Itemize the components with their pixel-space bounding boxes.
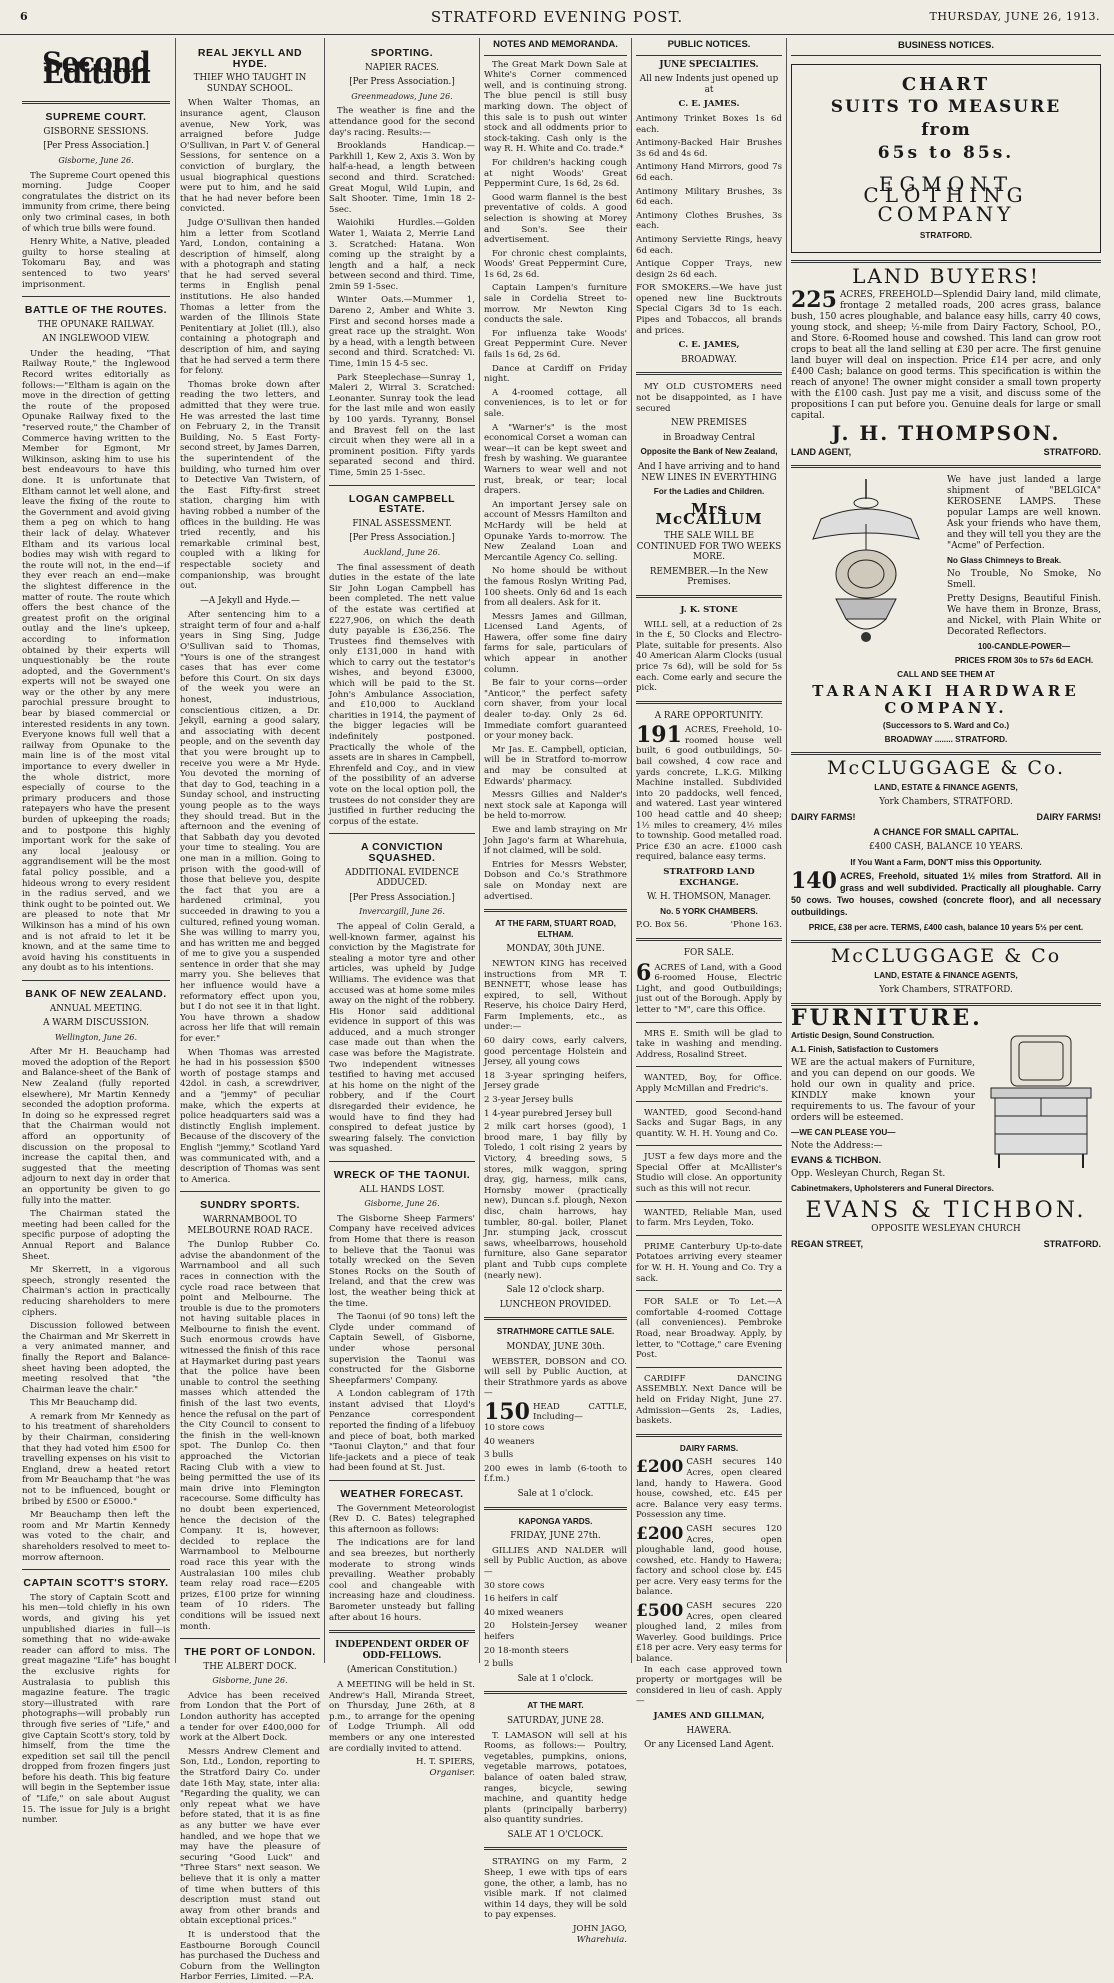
firm-place: STRATFORD. <box>919 231 973 240</box>
firm-name: EVANS & TICHBON. <box>791 1155 882 1166</box>
column-1 <box>22 40 170 1826</box>
ad-text: REMEMBER.—In the New Premises. <box>649 566 769 588</box>
big-number: 191 <box>636 722 682 749</box>
memo-item: Captain Lampen's furniture sale in Cordelia Street to-morrow. Mr Newton King conducts the sale. <box>484 283 627 326</box>
headline-weather: WEATHER FORECAST. <box>340 1488 464 1501</box>
ad-headline: DAIRY FARMS! <box>791 812 856 822</box>
ad-title: A RARE OPPORTUNITY. <box>654 710 764 721</box>
price: £500 <box>636 1601 684 1622</box>
signature: H. T. SPIERS, <box>415 1757 475 1768</box>
subhead: (American Constitution.) <box>346 1665 458 1676</box>
lot-item: 10 store cows <box>484 1423 545 1434</box>
sale-time: SALE AT 1 O'CLOCK. <box>507 1829 604 1840</box>
headline-supreme-court: SUPREME COURT. <box>45 111 147 124</box>
ad-headline: LAND BUYERS! <box>852 264 1040 288</box>
divider <box>636 938 782 941</box>
firm-name: J. K. STONE <box>680 604 738 615</box>
dresser-icon <box>981 1032 1101 1172</box>
column-rule <box>479 38 480 1663</box>
firm-name: STRATFORD LAND EXCHANGE. <box>663 867 755 888</box>
ad-text: NEWTON KING has received instructions from MR T. BENNETT, whose lease has expired, to sell, Without Reserve, his choice Dairy Herd, Farm Implements, etc., as under:— <box>484 958 627 1033</box>
sale-time: Sale at 1 o'clock. <box>517 1489 594 1500</box>
firm-address: BROADWAY ........ STRATFORD. <box>884 735 1008 744</box>
memo-item: A "Warner's" is the most economical Corset a woman can wear—it can be kept sweet and fresh by washing. We guarantee Warners to wear well and not rust, break, or tear; local drapers. <box>484 422 627 497</box>
page-number: 6 <box>20 10 28 23</box>
ad-text: T. LAMASON will sell at his Rooms, as follows:— Poultry, vegetables, pumpkins, onions, vegetable marrows, potatoes, balance of oaten baled straw, ranges, bicycle, sewing machine, and quantity hedge plants (principally barberry) also quantity sundries. <box>484 1730 627 1826</box>
divider <box>791 940 1101 943</box>
lot-item: 20 Holstein-Jersey weaner heifers <box>484 1621 627 1642</box>
dateline: Gisborne, June 26. <box>212 1676 288 1686</box>
ad-headline: FURNITURE. <box>791 1005 983 1031</box>
po-box: P.O. Box 56. <box>636 920 688 931</box>
headline-taonui: WRECK OF THE TAONUI. <box>333 1169 471 1181</box>
ad-headline: from <box>921 120 971 140</box>
divider <box>636 1022 782 1023</box>
memo-item: Mr Jas. E. Campbell, optician, will be in Stratford to-morrow and may be consulted at Edwards' pharmacy. <box>484 744 627 787</box>
article-paragraph: Mr Beauchamp then left the room and Mr Martin Kennedy was voted to the chair, and shareholders resolved to meet to-morrow afternoon. <box>22 1510 170 1563</box>
ad-text: HEAD CATTLE, Including— <box>532 1401 627 1423</box>
classified-ad: CARDIFF DANCING ASSEMBLY. Next Dance will be held on Friday Night, June 27. Admission—Gents 2s, Ladies, baskets. <box>636 1373 782 1427</box>
headline-port: THE PORT OF LONDON. <box>184 1646 316 1659</box>
lot-item: 16 heifers in calf <box>484 1594 558 1605</box>
ad-text: ACRES, FREEHOLD—Splendid Dairy land, mild climate, frontage 2 metalled roads, 200 acres grass, balance bush, 150 acres ploughable, and balance easy hills, carry 40 cows, young stock, and sheep; ½-mile from Dairy Factory, School, P.O., and Store. 6-Roomed house and cowshed. This land can grow root crops to beat all the land selling at £30 per acre. The first genuine land buyer will deal on inspection. Price £14 per acre, and only £400 Cash; balance on good terms. This specification is within the reach of anyone! The owner might consider a small town property with the £100 cash. Just pay me a visit, and discuss some of the propositions I can put before you. Genuine deals for large or small capital. <box>791 290 1101 421</box>
divider <box>636 1290 782 1291</box>
firm-name: COMPANY <box>877 202 1015 226</box>
column-3 <box>329 40 475 1778</box>
subhead: ANNUAL MEETING. <box>49 1003 143 1014</box>
ad-headline: SUITS TO MEASURE <box>830 97 1062 117</box>
subhead: NAPIER RACES. <box>365 62 439 73</box>
ad-title: KAPONGA YARDS. <box>518 1516 593 1526</box>
list-item: Antimony Serviette Rings, heavy 6d each. <box>636 234 782 256</box>
divider <box>22 980 170 981</box>
memo-item: No home should be without the famous Roslyn Writing Pad, 100 sheets. Only 6d and 1s each from all dealers. Ask for it. <box>484 566 627 609</box>
ad-text: All new Indents just opened up at <box>639 74 779 95</box>
ad-text: Note the Address:— <box>791 1141 883 1151</box>
subhead: AN INGLEWOOD VIEW. <box>42 334 150 345</box>
lot-item: 30 store cows <box>484 1580 545 1591</box>
signature-role: Organiser. <box>429 1767 475 1778</box>
article-paragraph: The indications are for land and sea breezes, but northerly moderate to strong winds prevailing. Weather probably cool and changeable with increasing haze and cloudiness. Barometer unsteady but falling after about 16 hours. <box>329 1538 475 1623</box>
divider <box>329 1630 475 1633</box>
section-header-public-notices: PUBLIC NOTICES. <box>636 40 782 56</box>
divider <box>636 1145 782 1146</box>
article-paragraph: A remark from Mr Kennedy as to his treatment of shareholders by their Chairman, considering that they had voted him £500 for travelling expenses on his visit to England, drew a heated retort from Mr Beauchamp that "he was not to be influenced, bought or bribed by £500 or £5000." <box>22 1411 170 1507</box>
agent-place: STRATFORD. <box>1043 447 1101 457</box>
sale-time: Sale 12 o'clock sharp. <box>506 1285 605 1296</box>
classified-ad: JUST a few days more and the Special Offer at McAllister's Studio will close. An opportunity such as this will not recur. <box>636 1152 782 1195</box>
subhead: FINAL ASSESSMENT. <box>352 518 452 529</box>
price: £200 <box>636 1523 684 1544</box>
dateline: Gisborne, June 26. <box>364 1199 440 1209</box>
column-5 <box>636 39 782 1751</box>
memo-item: Messrs Gillies and Nalder's next stock sale at Kaponga will be held to-morrow. <box>484 790 627 822</box>
firm-name: C. E. JAMES. <box>678 99 740 110</box>
ad-title: FOR SALE. <box>683 947 735 958</box>
divider <box>484 1317 627 1320</box>
article-paragraph: This Mr Beauchamp did. <box>30 1398 138 1409</box>
agent-role: LAND AGENT, <box>791 447 852 457</box>
ad-text: We have just landed a large shipment of "BELGICA" KEROSENE LAMPS. These popular Lamps are well known. Ask your friends who have them, and they will tell you they are the "Acme" of Perfection. <box>947 475 1101 551</box>
ad-title: JUNE SPECIALTIES. <box>659 59 759 70</box>
ad-text: ACRES of Land, with a Good 6-roomed House, Electric Light, and good Outbuildings; just out of the Borough. Apply by letter to "M", care this Office. <box>636 962 782 1015</box>
divider <box>636 1367 782 1368</box>
headline-sporting: SPORTING. <box>370 47 434 59</box>
divider <box>22 296 170 297</box>
memo-item: For children's hacking cough at night Woods' Great Peppermint Cure, 1s 6d, 2s 6d. <box>484 157 627 190</box>
memo-item: A 4-roomed cottage, all conveniences, is to let or for sale. <box>484 387 627 419</box>
headline-conviction: A CONVICTION SQUASHED. <box>360 841 444 864</box>
lot-item: 2 bulls <box>484 1659 514 1670</box>
article-paragraph: The weather is fine and the attendance good for the second day's racing. Results:— <box>329 106 475 138</box>
article-paragraph: A London cablegram of 17th instant advised that Lloyd's Penzance correspondent reported the finding of a lifebuoy and piece of boat, both marked "Taonui Clayton," and that four life-jackets and a piece of teak had been found at St. Just. <box>329 1389 475 1474</box>
firm-address: Opp. Wesleyan Church, Regan St. <box>791 1169 946 1179</box>
memo-item: For chronic chest complaints, Woods' Great Peppermint Cure, 1s 6d, 2s 6d. <box>484 248 627 280</box>
divider <box>636 1235 782 1236</box>
article-paragraph: The final assessment of death duties in the estate of the late Sir John Logan Campbell has been completed. The nett value of the estate was certified at £227,906, on which the death duty payable is £36,256. The Trustees find themselves with only £131,000 in hand with which to carry out the testator's wishes, and beyond £3000, which will be paid to the St. John's Ambulance Association, and £10,000 to Auckland charities in 1914, the payment of the bigger legacies will be indefinitely postponed. Practically the whole of the assets are in shares in Campbell, Ehrenfeld and Coy., and in view of the possibility of an adverse vote on the local option poll, the trustees do not consider they are justified in further reducing the corpus of the estate. <box>329 562 475 827</box>
ad-tagline: Artistic Design, Sound Construction. <box>791 1031 935 1040</box>
big-number: 6 <box>636 959 652 986</box>
firm-name: C. E. JAMES, <box>678 340 740 351</box>
article-paragraph: Winter Oats.—Mummer 1, Dareno 2, Amber and White 3. First and second horses made a great race up the straight. Won by a head, with a length between second and third. Scratched: Vi. Time, 1min 15 4-5 sec. <box>329 295 475 370</box>
lot-item: 20 18-month steers <box>484 1645 569 1656</box>
phone: 'Phone 163. <box>730 920 782 931</box>
firm-name: TARANAKI HARDWARE <box>812 682 1080 700</box>
firm-note: (Successors to S. Ward and Co.) <box>882 721 1010 730</box>
memo-item: The Great Mark Down Sale at White's Corner commenced well, and is continuing strong. The blue pencil is still busy marking down. The object of this sale is to push out winter stock and all oddments prior to stock-taking. Cash only is the way R. H. White and Co. trade.* <box>484 59 627 155</box>
memo-item: An important Jersey sale on account of Messrs Hamilton and McHardy will be held at Opunake Yards to-morrow. The New Zealand Loan and Mercantile Agency Co. selling. <box>484 499 627 563</box>
firm-name: McCLUGGAGE & Co. <box>826 757 1066 779</box>
divider <box>329 1161 475 1162</box>
ad-text: WILL sell, at a reduction of 2s in the £, 50 Clocks and Electro-Plate, suitable for presents. Also 40 American Alarm Clocks (usual price 7s 6d), will be sold for 5s each. Come early and secure the pick. <box>636 619 782 694</box>
firm-address: OPPOSITE WESLEYAN CHURCH <box>871 1224 1021 1234</box>
ad-chart-suits <box>791 64 1101 253</box>
firm-name: COMPANY. <box>884 699 1008 717</box>
column-rule <box>631 38 632 1663</box>
subhead: THE OPUNAKE RAILWAY. <box>37 319 155 330</box>
ad-text: Pretty Designs, Beautiful Finish. We have them in Bronze, Brass, and Nickel, with Plain White or Decorated Reflectors. <box>947 594 1101 637</box>
article-paragraph: Messrs Andrew Clement and Son, Ltd., London, reporting to the Stratford Dairy Co. under date 16th May, state, inter alia: "Regarding the quality, we can only repeat what we have before stated, that it is as fine as any butter we have ever handled, and we hope that we may have the pleasure of securing "Good Luck" and "Three Stars" next season. We believe that it is only a matter of time when butters of this description must stand out away from other brands and obtain exceptional prices." <box>180 1746 320 1927</box>
ad-title: DAIRY FARMS. <box>679 1443 739 1453</box>
ad-text: in Broadway Central <box>662 432 756 443</box>
divider <box>484 1507 627 1510</box>
ad-text: Or any Licensed Land Agent. <box>644 1740 774 1751</box>
classified-ad: WANTED, Reliable Man, used to farm. Mrs Leyden, Toko. <box>636 1207 782 1229</box>
section-header-notes: NOTES AND MEMORANDA. <box>484 40 627 56</box>
ad-date: SATURDAY, JUNE 28. <box>507 1715 604 1726</box>
ad-text: WE are the actual makers of Furniture, and you can depend on our goods. We hold our own in quality and price. KINDLY make known your requirements to us. The favour of your orders will be esteemed. <box>791 1058 975 1123</box>
ad-taranaki-hardware <box>791 475 1101 680</box>
firm-name: EGMONT CLOTHING <box>863 172 1029 207</box>
dateline: Invercargill, June 26. <box>359 907 445 917</box>
article-paragraph: The story of Captain Scott and his men—told chiefly in his own words, and giving his yet unpublished diaries in full—is something that no wide-awake reader can afford to miss. The great magazine "Life" has bought the exclusive rights for Australasia to publish this magazine feature. The tragic story—illustrated with rare photographs—will probably run through five series of "Life," and give Captain Scott's story, told by himself, from the time the expedition set sail till the pencil dropped from frozen fingers just before his death. This big feature will begin in the September issue of "Life," on sale about August 15. The issue for July is a bright number. <box>22 1592 170 1826</box>
big-number: 150 <box>484 1398 530 1425</box>
divider <box>329 485 475 486</box>
firm-address: York Chambers, STRATFORD. <box>879 797 1013 807</box>
article-paragraph: The Gisborne Sheep Farmers' Company have received advices from Home that there is reason to believe that the Taonui was totally wrecked on the Seven Stones Rocks on the South of Ireland, and that the crew was lost, the weather being thick at the time. <box>329 1213 475 1309</box>
sale-time: Sale at 1 o'clock. <box>517 1673 594 1684</box>
ad-text: THE SALE WILL BE CONTINUED FOR TWO WEEKS MORE. <box>636 530 782 563</box>
subhead: A WARM DISCUSSION. <box>43 1018 149 1029</box>
firm-role: Cabinetmakers, Upholsterers and Funeral Directors. <box>791 1184 994 1193</box>
ad-text: And I have arriving and to hand NEW LINES IN EVERYTHING <box>637 462 781 483</box>
column-4 <box>484 39 627 1945</box>
ad-text: CALL AND SEE THEM AT <box>897 670 995 679</box>
divider <box>791 752 1101 755</box>
article-paragraph: Park Steeplechase—Sunray 1, Maleri 2, Wirral 3. Scratched: Leonanter. Sunray took the lead for the last mile and won easily by 100 yards. Tyranny, Bonsel and Bravest fell on the last circuit when they were all in a prominent position. Fifty yards separated second and third. Time, 5min 25 1-5sec. <box>329 372 475 478</box>
article-paragraph: Thomas broke down after reading the two letters, and admitted that they were true. He was arrested the last time on February 2, in the Transit Building, No. 5 East Forty-second street, by James Darren, the superintendent of the building, who turned him over to Detective Van Twistern, of the East Fifty-first street station, charging him with having robbed a number of the offices in the building. He was tried recently, and his remarkable criminal best, coupled with a liking for respectable society and companionship, was brought out. <box>180 379 320 592</box>
price: £200 <box>636 1457 684 1478</box>
memo-item: Ewe and lamb straying on Mr John Jago's farm at Wharehuia, if not claimed, will be sold. <box>484 824 627 857</box>
firm-name: JAMES AND GILLMAN, <box>653 1711 765 1721</box>
signature-place: Wharehuia. <box>576 1934 627 1945</box>
memo-item: Messrs James and Gillman, Licensed Land Agents, of Hawera, offer some fine dairy farms for sale, particulars of which appear in another column. <box>484 611 627 675</box>
ad-text: For the Ladies and Children. <box>653 487 765 497</box>
divider <box>484 1847 627 1850</box>
article-paragraph: Brooklands Handicap.—Parkhill 1, Kew 2, Axis 3. Won by half-a-head, a length between second and third. Scratched: Great Mogul, Wild Lupin, and Salt Shooter. Time, 1min 18 2-5sec. <box>329 141 475 215</box>
headline-battle-routes: BATTLE OF THE ROUTES. <box>24 304 168 317</box>
column-rule <box>175 38 176 1663</box>
article-paragraph: It is understood that the Eastbourne Borough Council has purchased the Duchess and Coburn from the Wellington Harbor Ferries, Limited. —P.A. <box>180 1929 320 1983</box>
firm-town: STRATFORD. <box>1043 1239 1101 1249</box>
dateline: Gisborne, June 26. <box>58 155 134 165</box>
divider <box>636 701 782 704</box>
list-item: Antimony Trinket Boxes 1s 6d each. <box>636 113 782 135</box>
ad-title: AT THE FARM, STUART ROAD, ELTHAM. <box>495 919 616 939</box>
press-credit: [Per Press Association.] <box>43 141 149 152</box>
notice-text: A MEETING will be held in St. Andrew's Hall, Miranda Street, on Thursday, June 26th, at 8 p.m., to arrange for the opening of Lodge Triumph. All odd members or any one interested are cordially invited to attend. <box>329 1679 475 1754</box>
list-item: Antimony Military Brushes, 3s 6d each. <box>636 186 782 208</box>
divider <box>329 1480 475 1481</box>
dateline: Auckland, June 26. <box>363 547 441 557</box>
section-header-business-notices: BUSINESS NOTICES. <box>791 40 1101 56</box>
lot-item: 40 mixed weaners <box>484 1607 564 1618</box>
firm-address: York Chambers, STRATFORD. <box>879 985 1013 995</box>
subhead: ADDITIONAL EVIDENCE ADDUCED. <box>345 867 459 889</box>
ad-headline: A CHANCE FOR SMALL CAPITAL. <box>873 827 1019 837</box>
article-paragraph: The Dunlop Rubber Co. advise the abandonment of the Warrnambool and all such races in connection with the cycle road race between that point and Melbourne. The trouble is due to the promoters not having suitable places in Melbourne to finish the event. Such enormous crowds have witnessed the finish of this race at Haymarket during past years that the police have been unable to control the seething masses which attended the finish of the last two events, hence the refusal on the part of the City Council to consent to the finish in the well-known spot. The Dunlop Co. then approached the Victorian Racing Club with a view to being permitted the use of its main drive into Flemington racecourse. Some difficulty has no doubt been experienced, hence the decision of the Company. It is, however, decided to replace the Warrnambool to Melbourne road race this year with the Australasian 100 miles club team relay road race—£205 prizes, £100 prize for winning team of 10 riders. The conditions will be issued next month. <box>180 1240 320 1632</box>
notice-title: INDEPENDENT ORDER OF ODD-FELLOWS. <box>335 1640 469 1661</box>
dateline: Greenmeadows, June 26. <box>351 91 453 101</box>
headline-sundry: SUNDRY SPORTS. <box>200 1199 300 1212</box>
ad-text: CASH secures 140 Acres, open cleared land, handy to Hawera. Good house, cowshed, etc. £45 per acre. Balance very easy terms. Possession any time. <box>636 1457 782 1521</box>
ad-headline: DAIRY FARMS! <box>1036 812 1101 822</box>
ad-terms: £400 CASH, BALANCE 10 YEARS. <box>869 842 1023 852</box>
classified-ad: WANTED, Boy, for Office. Apply McMillan and Fredric's. <box>636 1073 782 1094</box>
article-paragraph: Advice has been received from London that the Port of London authority has accepted a tender for over £400,000 for work at the Albert Dock. <box>180 1690 320 1744</box>
list-item: Antimony-Backed Hair Brushes 3s 6d and 4s 6d. <box>636 138 782 159</box>
lot-item: 2 3-year Jersey bulls <box>484 1095 574 1106</box>
firm-role: LAND, ESTATE & FINANCE AGENTS, <box>874 971 1018 980</box>
ad-feature: No Trouble, No Smoke, No Smell. <box>947 569 1101 590</box>
ad-title: AT THE MART. <box>527 1701 584 1711</box>
edition-title: Second Edition <box>42 46 150 90</box>
classified-ad: FOR SALE or To Let.—A comfortable 4-roomed Cottage (all conveniences). Pembroke Road, near Broadway. Apply, by letter, to "Cottage," care Evening Post. <box>636 1297 782 1361</box>
article-paragraph: Mr Skerrett, in a vigorous speech, strongly resented the Chairman's action in practically reducing shareholders to mere ciphers. <box>22 1265 170 1318</box>
divider <box>484 909 627 912</box>
article-paragraph: Discussion followed between the Chairman and Mr Skerrett in a very animated manner, and finally the Report and Balance-sheet having been adopted, the meeting resolved that "the Chairman leave the chair." <box>22 1321 170 1395</box>
classified-ad: WANTED, good Second-hand Sacks and Sugar Bags, in any quantity. W. H. H. Young and Co. <box>636 1107 782 1139</box>
signature: JOHN JAGO, <box>572 1924 627 1935</box>
divider <box>636 1066 782 1067</box>
memo-item: Entries for Messrs Webster, Dobson and Co.'s Strathmore sale on Monday next are advertised. <box>484 859 627 902</box>
ad-text: W. H. THOMSON, Manager. <box>646 892 772 903</box>
divider <box>791 465 1101 468</box>
lot-item: 2 milk cart horses (good), 1 brood mare, 1 bay filly by Toledo, 1 colt rising 2 years by Victory, 4 breeding sows, 5 stores, milk waggon, spring dray, gig, harness, milk cans, Hornsby mower (practically new), Duncan s.f. plough, Nexon disc, chain harrows, hay tumbler, 80-gal. boiler, Planet Jnr. stumping jack, crosscut saws, wheelbarrows, household furniture, also Gane separator plant and Tubb cups complete (nearly new). <box>484 1122 627 1281</box>
memo-item: Be fair to your corns—order "Anticor," the perfect safety corn shaver, from your local dealer to-day. Only 2s 6d. Immediate comfort guaranteed or your money back. <box>484 678 627 742</box>
ad-text: CASH secures 120 Acres, open ploughable land, good house, cowshed, etc. Handy to Hawera; factory and school close by. £45 per acre. Very easy terms for the balance. <box>636 1523 782 1598</box>
lot-item: 18 3-year springing heifers, Jersey grade <box>484 1070 627 1092</box>
firm-role: LAND, ESTATE & FINANCE AGENTS, <box>874 783 1018 792</box>
press-credit: [Per Press Association.] <box>349 77 455 88</box>
ad-text: No. 5 YORK CHAMBERS. <box>660 906 758 916</box>
lot-item: 3 bulls <box>484 1450 514 1461</box>
article-paragraph: The Government Meteorologist (Rev D. C. Bates) telegraphed this afternoon as follows: <box>329 1503 475 1535</box>
memo-item: For influenza take Woods' Great Peppermint Cure. Never fails 1s 6d, 2s 6d. <box>484 328 627 361</box>
ad-text: WEBSTER, DOBSON and CO. will sell by Public Auction, at their Strathmore yards as above— <box>484 1356 627 1399</box>
article-paragraph: When Thomas was arrested he had in his possession $500 worth of postage stamps and 42dol. in cash, a screwdriver, and a "jemmy" of peculiar make, which the experts at police headquarters said was a distinctly English implement. Because of the discovery of the English "jemmy," Scotland Yard was communicated with, and a description of Thomas was sent to America. <box>180 1047 320 1185</box>
ad-headline: If You Want a Farm, DON'T miss this Opportunity. <box>850 858 1042 867</box>
article-paragraph: Waiohiki Hurdles.—Golden Water 1, Waiata 2, Merrie Land 3. Scratched: Hatana. Won coming up the straight by a length and a half, a neck between second and third. Time, 2min 59 1-5sec. <box>329 218 475 292</box>
article-paragraph: Judge O'Sullivan then handed him a letter from Scotland Yard, London, containing a description of himself, along with a photograph and stating that he had served several terms in English penal institutions. He also handed Thomas a letter from the warden of the Illinois State Penitentiary at Joliet (Ill.), also containing a photograph and description of him, and saying that he had served a term there for felony. <box>180 217 320 377</box>
ad-feature: 100-CANDLE-POWER— <box>977 642 1071 651</box>
ad-text: NEW PREMISES <box>671 418 747 429</box>
article-paragraph: When Walter Thomas, an insurance agent, Clauson avenue, New York, was arraigned before Judge O'Sullivan, in Part V. of General Sessions, for sentence on a conviction of burglary, the usual biographical questions were put to him, and he said that he had never before been convicted. <box>180 98 320 215</box>
divider <box>636 1201 782 1202</box>
ad-price: 65s to 85s. <box>877 143 1015 163</box>
list-item: Antique Copper Trays, new design 2s 6d each. <box>636 259 782 280</box>
column-rule <box>786 38 787 1663</box>
press-credit: [Per Press Association.] <box>349 533 455 544</box>
big-number: 140 <box>791 868 837 894</box>
ad-text: MY OLD CUSTOMERS need not be disappointed, as I have secured <box>636 382 782 414</box>
article-paragraph: After Mr H. Beauchamp had moved the adoption of the Report and Balance-sheet of the Bank of New Zealand (fully reported elsewhere), Mr Martin Kennedy seconded the adoption proforma. In doing so he expressed regret that the Chairman would not afford an opportunity of discussion on the proposal to increase the capital then, and suggested that the meeting adjourn to next day in order that an opportunity be given to go fully into the matter. <box>22 1047 170 1206</box>
firm-place: BROADWAY. <box>681 354 737 365</box>
ad-text: STRAYING on my Farm, 2 Sheep, 1 ewe with tips of ears gone, the other, a lamb, has no visible mark. If not claimed within 14 days, they will be sold to pay expenses. <box>484 1857 627 1921</box>
ad-date: MONDAY, 30th JUNE. <box>506 944 605 955</box>
divider <box>636 372 782 375</box>
list-item: Antimony Hand Mirrors, good 7s 6d each. <box>636 162 782 183</box>
ad-price: PRICES FROM 30s to 57s 6d EACH. <box>954 656 1094 665</box>
headline-bank: BANK OF NEW ZEALAND. <box>25 987 167 1000</box>
subhead: THE ALBERT DOCK. <box>203 1661 297 1672</box>
issue-date: THURSDAY, JUNE 26, 1913. <box>929 10 1100 23</box>
article-paragraph: After sentencing him to a straight term of four and a-half years in Sing Sing, Judge O'Sullivan said to Thomas, "Yours is one of the strangest cases that has ever come before this Court. On six days of the week you were an honest, industrious, conscientious citizen, a Dr. Jekyll, earning a good salary, and associating with decent people, and on the seventh day that you were brought up to receive you were a Mr Hyde. You devoted the morning of that day to God, teaching in a Sunday school, and instructing young people as to the ways they should tread. But in the afternoon and the evening of that Sabbath day you devoted your time to stealing. You are one man in a million. Going to prison with the good-will of those that believe you, despite the fact that you are a hardened criminal, you succeeded in drawing to you a cultured, refined young woman. She was willing to marry you, and has written me and begged of me to give you a suspended sentence in order that she may marry you. She believes that her influence would have a reformatory effect upon you, but I do not see it in that light. You have thrown a shadow across her life that will remain for ever." <box>180 610 320 1045</box>
headline-scott: CAPTAIN SCOTT'S STORY. <box>23 1577 169 1590</box>
column-2 <box>180 40 320 1983</box>
divider <box>484 1691 627 1694</box>
column-6 <box>791 40 1101 1660</box>
article-paragraph: The Taonui (of 90 tons) left the Clyde under command of Captain Sewell, of Gisborne, under whose personal supervision the Taonui was constructed for the Gisborne Sheepfarmers' Company. <box>329 1312 475 1386</box>
firm-name: EVANS & TICHBON. <box>805 1198 1087 1223</box>
ad-slogan: —WE CAN PLEASE YOU— <box>791 1128 896 1137</box>
sale-note: LUNCHEON PROVIDED. <box>499 1299 612 1310</box>
firm-name: Mrs McCALLUM <box>655 499 763 529</box>
classified-ad: MRS E. Smith will be glad to take in washing and mending. Address, Rosalind Street. <box>636 1028 782 1060</box>
article-paragraph: Henry White, a Native, pleaded guilty to horse stealing at Tokomaru Bay, and was sentenced to two years' imprisonment. <box>22 237 170 290</box>
divider <box>791 260 1101 263</box>
big-number: 225 <box>791 287 837 313</box>
ad-text: GILLIES AND NALDER will sell by Public Auction, as above— <box>484 1545 627 1577</box>
headline-logan: LOGAN CAMPBELL ESTATE. <box>348 492 456 516</box>
lot-item: 40 weaners <box>484 1436 535 1447</box>
lot-item: 1 4-year purebred Jersey bull <box>484 1108 612 1119</box>
ad-date: MONDAY, JUNE 30th. <box>506 1341 605 1352</box>
ad-text: ACRES, Freehold, 10-roomed house well built, 6 good outbuildings, 50-bail cowshed, 4 cow race and yards concrete, L.K.G. Milking Machine installed. Subdivided into 20 paddocks, well fenced, and watered. Last year wintered 100 head cattle and 40 sheep; 1½ miles to creamery, 4½ miles to township. Good metalled road. Price £30 an acre. £1000 cash required, balance easy terms. <box>636 725 782 863</box>
ad-price: PRICE, £38 per acre. TERMS, £400 cash, balance 10 years 5½ per cent. <box>808 923 1084 932</box>
headline-jekyll: REAL JEKYLL AND HYDE. <box>197 47 303 70</box>
article-paragraph: The appeal of Colin Gerald, a well-known farmer, against his conviction by the Magistrate for stealing a motor tyre and other articles, was upheld by Judge Williams. The evidence was that accused was at home some miles away on the night of the robbery. His Honor said additional evidence in support of this was adduced, and a much stronger case made out than when the case was before the Magistrate. Two independent witnesses testified to having met accused at his home on the night of the robbery, and if the Court disregarded their evidence, he would have to find they had conspired to defeat justice by swearing falsely. The conviction was squashed. <box>329 921 475 1155</box>
agent-name: J. H. THOMPSON. <box>831 421 1061 445</box>
firm-place: HAWERA. <box>686 1725 732 1736</box>
lot-item: 200 ewes in lamb (6-tooth to f.f.m.) <box>484 1463 627 1485</box>
divider <box>636 595 782 598</box>
subhead: —A Jekyll and Hyde.— <box>200 595 300 606</box>
article-paragraph: Under the heading, "That Railway Route," the Inglewood Record writes editorially as follows:—"Eltham is again on the move in the direction of getting the route of the proposed Opunake Railway fixed to the "reserved route," the Chamber of Commerce having written to the Member for Egmont, Mr Wilkinson, asking him to use his best endeavours to have this done. It is unfortunate that Eltham cannot let well alone, and leave the fixing of the route to the Government and avoid giving them a peg on which to hang their lack of delay. Whatever Eltham and its various local bodies may wish with regard to the route will not, in the end—if they ever reach an end—make the slightest difference in the matter of route. The route which offers the best chance of the greatest profit on the original outlay and the line's upkeep, according to information obtained by their experts will unquestionably be the route adopted, and the Government's experts will not be swayed one way or the other by any mere parochial pressure brought to bear by biased commercial or interested residents in any town. Everyone knows full well that a railway from Opunake to the main line is of the most vital importance to every dweller in the whole district, more especially of course to the primary producers and those ratepayers who have the present burden of upkeeping the roads; and to postpone this highly important work for the sake of any local jealousy or aggrandisement will be the most fatal policy possible, and a hideous wrong to every resident in the radius served, and we think ought to be pointed out. We are pleased to note that Mr Wilkinson has a mind of his own and is not afraid to let it be known, and at the same time to avoid having his constituents in any doubt as to his intentions. <box>22 348 170 974</box>
divider <box>180 1638 320 1639</box>
masthead <box>0 0 1114 35</box>
ad-title: STRATHMORE CATTLE SALE. <box>496 1327 615 1337</box>
memo-item: Good warm flannel is the best preventative of colds. A good selection is showing at Morey and Son's. See their advertisement. <box>484 192 627 246</box>
ad-date: FRIDAY, JUNE 27th. <box>510 1531 601 1542</box>
divider <box>329 833 475 834</box>
subhead: THIEF WHO TAUGHT IN SUNDAY SCHOOL. <box>193 73 307 94</box>
ad-feature: No Glass Chimneys to Break. <box>947 556 1062 565</box>
subhead: GISBORNE SESSIONS. <box>43 126 149 137</box>
list-item: FOR SMOKERS.—We have just opened new line Bucktrouts Special Cigars 3d to 1s each. Pipes and Tobaccos, all brands and prices. <box>636 283 782 336</box>
ad-text: CASH secures 220 Acres, open cleared ploughed land, 2 miles from Waverley. Good buildings. Price £18 per acre. Very easy terms for balance. <box>636 1601 782 1665</box>
ad-headline: CHART <box>901 74 991 95</box>
firm-street: REGAN STREET, <box>791 1239 864 1249</box>
article-paragraph: The Chairman stated the meeting had been called for the specific purpose of adopting the Annual Report and Balance Sheet. <box>22 1209 170 1262</box>
list-item: Antimony Clothes Brushes, 3s each. <box>636 210 782 232</box>
ad-text: ACRES, Freehold, situated 1½ miles from Stratford. All in grass and well subdivided. Practically all ploughable. Carry 50 cows. Two houses, cowshed (concrete floor), and all necessary outbuildings. <box>791 871 1101 917</box>
divider <box>180 1191 320 1192</box>
divider <box>22 1569 170 1570</box>
firm-name: McCLUGGAGE & Co <box>830 945 1062 967</box>
classified-ad: PRIME Canterbury Up-to-date Potatoes arriving every steamer for W. H. H. Young and Co. Try a sack. <box>636 1241 782 1284</box>
ad-tagline: A.1. Finish, Satisfaction to Customers <box>791 1045 939 1054</box>
memo-item: Dance at Cardiff on Friday night. <box>484 363 627 385</box>
column-rule <box>324 38 325 1663</box>
kerosene-lamp-icon <box>791 479 941 654</box>
newspaper-title: STRATFORD EVENING POST. <box>430 8 684 26</box>
ad-text: In each case approved town property or mortgages will be considered in lieu of cash. Apply— <box>636 1664 782 1707</box>
lot-item: 60 dairy cows, early calvers, good percentage Holstein and Jersey, all young cows <box>484 1036 627 1068</box>
divider <box>636 1101 782 1102</box>
press-credit: [Per Press Association.] <box>349 892 455 903</box>
divider <box>22 101 170 104</box>
article-paragraph: The Supreme Court opened this morning. Judge Cooper congratulates the district on its immunity from crime, there being only two criminal cases, in both of which true bills were found. <box>22 170 170 234</box>
ad-text: Opposite the Bank of New Zealand, <box>640 447 778 457</box>
dateline: Wellington, June 26. <box>54 1032 138 1042</box>
divider <box>636 1434 782 1437</box>
subhead: ALL HANDS LOST. <box>359 1184 445 1195</box>
subhead: WARRNAMBOOL TO MELBOURNE ROAD RACE. <box>187 1214 313 1236</box>
